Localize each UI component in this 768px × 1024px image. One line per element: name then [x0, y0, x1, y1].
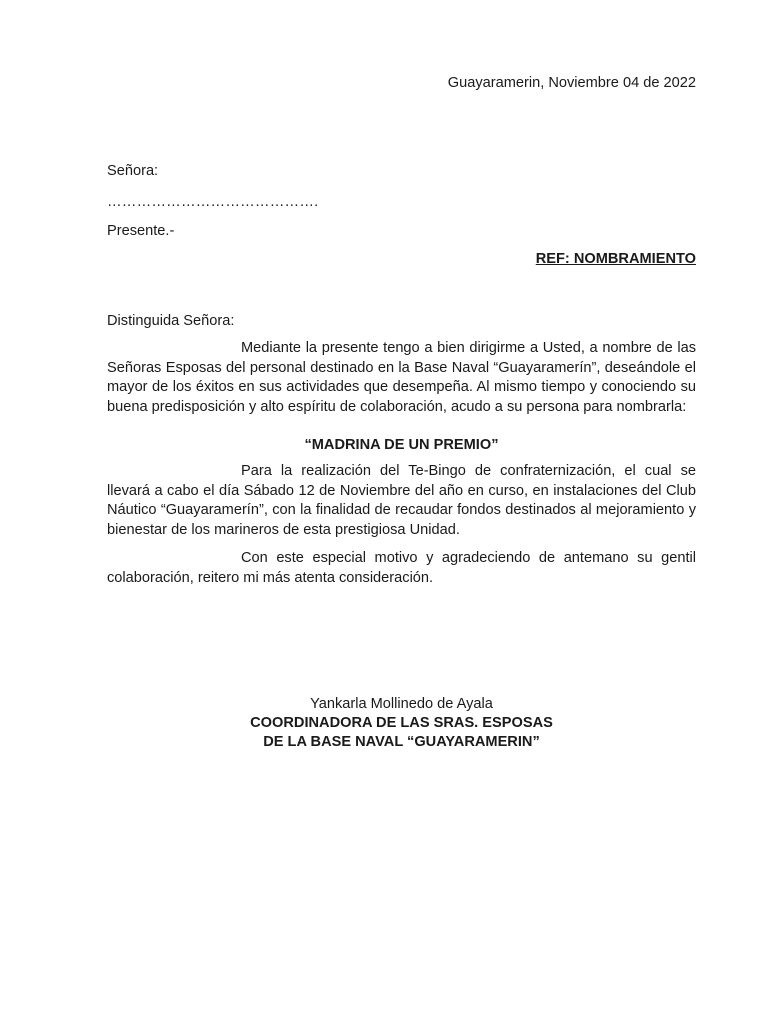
- reference-line: REF: NOMBRAMIENTO: [535, 251, 696, 267]
- appointment-title: “MADRINA DE UN PREMIO”: [304, 437, 499, 453]
- presente-line: Presente.-: [107, 223, 175, 239]
- recipient-placeholder: …………………………………….: [107, 194, 319, 210]
- paragraph-2-text: Para la realización del Te-Bingo de confraternización, el cual se llevará a cabo el día Sábado 12 de Noviembre del año en curso, en instalaciones del Club Náutico “Guayaramerín”, con la finalidad de recaudar fondos destinados al mejoramiento y bienestar de los marineros de esta prestigiosa Unidad.: [107, 463, 696, 538]
- salutation: Señora:: [107, 163, 159, 179]
- signature-name: Yankarla Mollinedo de Ayala: [310, 696, 493, 712]
- paragraph-1-text: Mediante la presente tengo a bien dirigirme a Usted, a nombre de las Señoras Esposas del personal destinado en la Base Naval “Guayaramerín”, deseándole el mayor de los éxitos en sus actividades que desempeña. Al mismo tiempo y conociendo su buena predisposición y alto espíritu de colaboración, acudo a su persona para nombrarla:: [107, 340, 696, 415]
- paragraph-3-text: Con este especial motivo y agradeciendo de antemano su gentil colaboración, reitero mi más atenta consideración.: [107, 550, 696, 586]
- paragraph-2: [107, 462, 696, 540]
- signature-title-line-2: DE LA BASE NAVAL “GUAYARAMERIN”: [263, 734, 540, 750]
- greeting: Distinguida Señora:: [107, 313, 235, 329]
- paragraph-1: [107, 339, 696, 417]
- place-date: Guayaramerin, Noviembre 04 de 2022: [447, 75, 696, 91]
- signature-title-line-1: COORDINADORA DE LAS SRAS. ESPOSAS: [250, 715, 553, 731]
- paragraph-3: [107, 549, 696, 588]
